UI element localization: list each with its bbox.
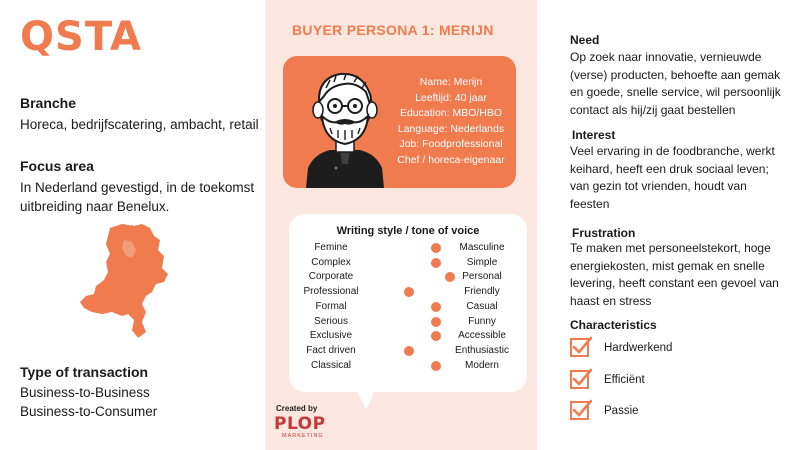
interest-text: Veel ervaring in de foodbranche, werkt keihard, heeft een druk sociaal leven; van gezin tot vrienden, houdt van feesten (570, 144, 775, 211)
tone-title: Writing style / tone of voice (336, 225, 480, 237)
qsta-logo: QSTA (20, 14, 142, 60)
transaction-b2b: Business-to-Business (20, 385, 150, 400)
characteristics-label: Characteristics (570, 318, 657, 332)
tone-right-label: Masculine (459, 242, 505, 253)
plop-logo: PLOP (274, 414, 326, 434)
persona-education: Education: MBO/HBO (399, 107, 503, 119)
persona-language: Language: Nederlands (397, 122, 505, 135)
transaction-b2c: Business-to-Consumer (20, 404, 158, 419)
focus-area-text: In Nederland gevestigd, in de toekomst uitbreiding naar Benelux. (20, 180, 255, 214)
persona-info (392, 75, 510, 168)
tone-indicator-dot (431, 317, 441, 327)
tone-left-label: Formal (315, 300, 347, 312)
persona-age: Leeftijd: 40 jaar (415, 91, 487, 104)
tone-left-label: Fact driven (306, 344, 356, 356)
tone-right-label: Modern (465, 359, 499, 371)
tone-indicator-dot (445, 272, 455, 282)
focus-area-label: Focus area (20, 158, 94, 174)
frustration-label: Frustration (572, 226, 636, 240)
tone-right-label: Casual (466, 300, 498, 312)
need-label: Need (570, 33, 600, 47)
tone-left-label: Classical (310, 359, 351, 371)
tone-indicator-dot (431, 258, 441, 268)
tone-left-label: Corporate (308, 271, 354, 283)
need-text: Op zoek naar innovatie, vernieuwde (verse) producten, behoefte aan gemak en goede, snelle service, wil persoonlijk contact als hij/zij gaat bestellen (570, 50, 781, 117)
characteristic-item: Hardwerkend (604, 342, 673, 354)
created-by-label: Created by (276, 404, 318, 413)
tone-indicator-dot (431, 302, 441, 312)
tone-right-label: Friendly (464, 286, 500, 298)
tone-left-label: Complex (311, 256, 351, 268)
tone-right-label: Simple (466, 256, 498, 268)
checkbox-checked-icon (570, 336, 592, 358)
tone-left-label: Femine (314, 242, 348, 253)
tone-bubble-tail (356, 388, 376, 410)
frustration-text: Te maken met personeelstekort, hoge energiekosten, mist gemak en snelle levering, heeft constant een gevoel van haast en stress (570, 241, 779, 308)
branche-text: Horeca, bedrijfscatering, ambacht, retail (20, 117, 259, 132)
tone-right-label: Accessible (458, 330, 506, 342)
checkbox-checked-icon (570, 399, 592, 421)
tone-left-label: Exclusive (309, 330, 353, 342)
characteristic-item: Efficiënt (604, 374, 645, 386)
characteristic-item: Passie (604, 405, 639, 417)
tone-indicator-dot (431, 361, 441, 371)
transaction-label: Type of transaction (20, 364, 149, 380)
tone-left-label: Serious (314, 315, 348, 327)
interest-label: Interest (572, 128, 616, 142)
plop-marketing-label: MARKETING (282, 433, 324, 439)
tone-right-label: Enthusiastic (455, 344, 509, 356)
checkbox-checked-icon (570, 368, 592, 390)
tone-left-label: Professional (303, 286, 359, 298)
tone-indicator-dot (431, 243, 441, 253)
persona-title: BUYER PERSONA 1: MERIJN (292, 22, 494, 38)
branche-label: Branche (20, 95, 77, 111)
tone-right-label: Personal (462, 271, 502, 283)
persona-name: Name: Merijn (419, 76, 483, 88)
tone-indicator-dot (404, 346, 414, 356)
netherlands-map-icon (76, 222, 176, 340)
persona-avatar-icon (300, 64, 390, 188)
persona-role: Chef / horeca-eigenaar (397, 153, 505, 166)
tone-right-label: Funny (468, 315, 496, 327)
persona-job: Job: Foodprofessional (399, 138, 503, 150)
